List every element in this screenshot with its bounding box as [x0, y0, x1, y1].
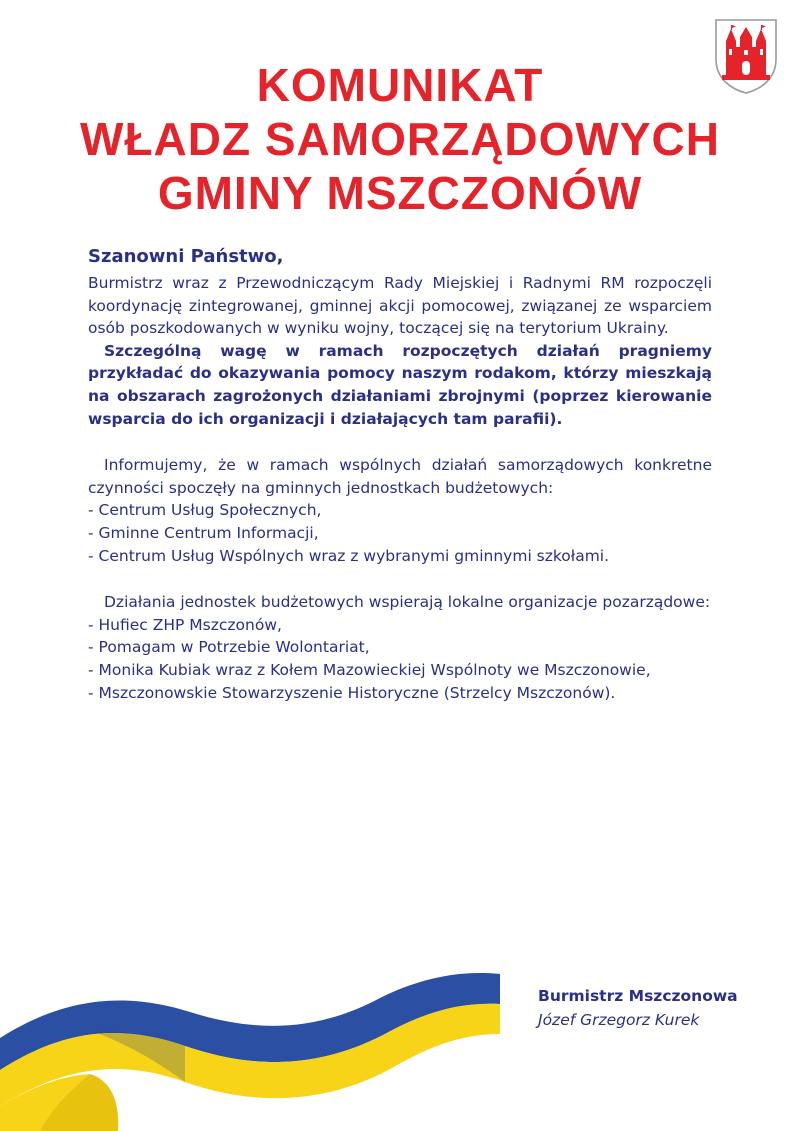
- paragraph-4: Działania jednostek budżetowych wspierają lokalne organizacje pozarządowe:: [104, 593, 711, 612]
- signature-role: Burmistrz Mszczonowa: [538, 987, 738, 1005]
- paragraph-3: Informujemy, że w ramach wspólnych działań samorządowych konkretne czynności spoczęły na gminnych jednostkach budżetowych:: [88, 456, 712, 497]
- list-item: - Monika Kubiak wraz z Kołem Mazowieckiej Wspólnoty we Mszczonowie,: [88, 660, 651, 679]
- list-item: - Mszczonowskie Stowarzyszenie Historyczne (Strzelcy Mszczonów).: [88, 683, 616, 702]
- list-item: - Gminne Centrum Informacji,: [88, 523, 319, 542]
- title-line-3: GMINY MSZCZONÓW: [157, 167, 643, 219]
- list-item: - Hufiec ZHP Mszczonów,: [88, 615, 282, 634]
- title-line-1: KOMUNIKAT: [256, 59, 544, 111]
- spacer: [88, 430, 712, 454]
- signature: [538, 984, 768, 1032]
- list-item: - Pomagam w Potrzebie Wolontariat,: [88, 638, 370, 657]
- organizations-list: [88, 614, 712, 704]
- list-item: - Centrum Usług Społecznych,: [88, 501, 322, 520]
- title-line-2: WŁADZ SAMORZĄDOWYCH: [80, 113, 720, 165]
- paragraph-2: Szczególną wagę w ramach rozpoczętych działań pragniemy przykładać do okazywania pomocy naszym rodakom, którzy mieszkają na obszarach zagrożonych działaniami zbrojnymi (poprzez kierowanie wsparcia do ich organizacji i działających tam parafii).: [88, 341, 712, 428]
- list-item: - Centrum Usług Wspólnych wraz z wybranymi gminnymi szkołami.: [88, 546, 610, 565]
- budget-units-list: [88, 499, 712, 567]
- announcement-body: [88, 244, 712, 704]
- greeting: Szanowni Państwo,: [88, 246, 284, 267]
- signature-name: Józef Grzegorz Kurek: [538, 1011, 700, 1029]
- ukraine-flag-ribbon-icon: [0, 960, 500, 1131]
- page-title: [0, 58, 800, 220]
- paragraph-1: Burmistrz wraz z Przewodniczącym Rady Miejskiej i Radnymi RM rozpoczęli koordynację zintegrowanej, gminnej akcji pomocowej, związanej ze wsparciem osób poszkodowanych w wyniku wojny, toczącej się na terytorium Ukrainy.: [88, 274, 712, 338]
- spacer: [88, 567, 712, 591]
